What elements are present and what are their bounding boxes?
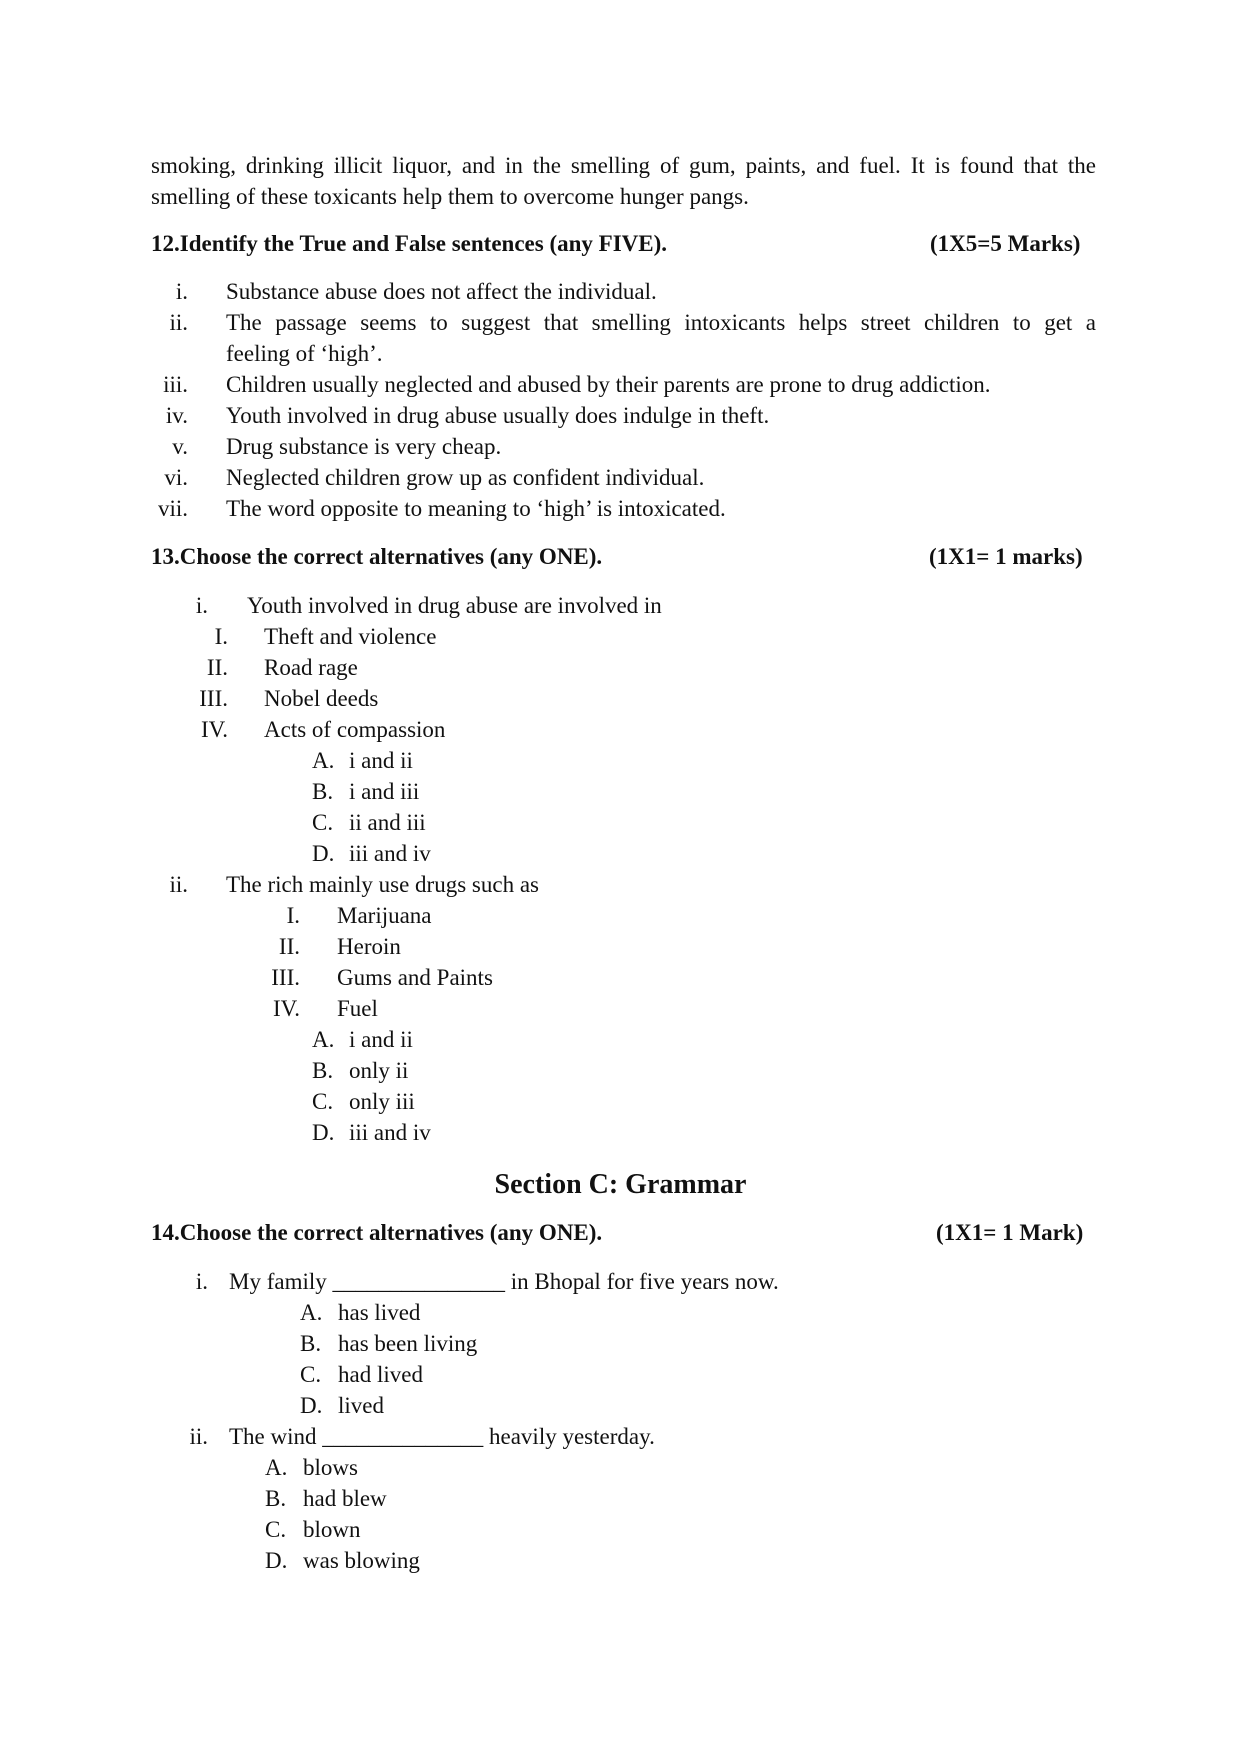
q13-question-text: Youth involved in drug abuse are involved in bbox=[247, 593, 662, 618]
q13-subitem-text: Fuel bbox=[337, 996, 378, 1021]
q14-option-letter: A. bbox=[300, 1300, 323, 1325]
q14-option-text: blows bbox=[303, 1455, 358, 1480]
q13-option-text: ii and iii bbox=[349, 810, 426, 835]
q14-option-text: was blowing bbox=[303, 1548, 420, 1573]
q13-subitem-num: III. bbox=[199, 686, 228, 711]
q12-item-text-cont: feeling of ‘high’. bbox=[226, 341, 383, 366]
q14-option-letter: C. bbox=[265, 1517, 287, 1542]
q13-marks: (1X1= 1 marks) bbox=[929, 544, 1083, 569]
q13-option-text: only iii bbox=[349, 1089, 415, 1114]
q13-subitem-num: III. bbox=[271, 965, 300, 990]
intro-line-1: smoking, drinking illicit liquor, and in the smelling of gum, paints, and fuel. It is found that the bbox=[151, 153, 1096, 178]
q13-subitem-num: I. bbox=[286, 903, 300, 928]
q13-option-letter: B. bbox=[312, 1058, 334, 1083]
q12-item-num: vi. bbox=[164, 465, 188, 490]
q13-option-letter: B. bbox=[312, 779, 334, 804]
q13-option-letter: D. bbox=[312, 1120, 335, 1145]
q12-item-num: iv. bbox=[165, 403, 188, 428]
q13-option-letter: C. bbox=[312, 810, 334, 835]
q13-subitem-num: II. bbox=[278, 934, 300, 959]
q13-option-letter: A. bbox=[312, 748, 335, 773]
q13-subitem-num: IV. bbox=[272, 996, 300, 1021]
q13-title: 13.Choose the correct alternatives (any ONE). bbox=[151, 544, 603, 569]
q13-subitem-text: Marijuana bbox=[337, 903, 432, 928]
q13-option-text: i and ii bbox=[349, 748, 413, 773]
q13-option-text: only ii bbox=[349, 1058, 409, 1083]
q13-subitem-text: Theft and violence bbox=[264, 624, 437, 649]
q14-question-text: My family _______________ in Bhopal for five years now. bbox=[229, 1269, 779, 1294]
q14-question-text: The wind ______________ heavily yesterday. bbox=[229, 1424, 655, 1449]
q14-option-text: has lived bbox=[338, 1300, 421, 1325]
q14-marks: (1X1= 1 Mark) bbox=[936, 1220, 1084, 1245]
q12-item-num: iii. bbox=[163, 372, 188, 397]
q13-option-letter: C. bbox=[312, 1089, 334, 1114]
q14-option-letter: A. bbox=[265, 1455, 288, 1480]
q13-option-text: i and ii bbox=[349, 1027, 413, 1052]
q13-option-text: i and iii bbox=[349, 779, 420, 804]
q14-question-num: ii. bbox=[189, 1424, 208, 1449]
intro-line-2: smelling of these toxicants help them to overcome hunger pangs. bbox=[151, 184, 749, 209]
section-heading: Section C: Grammar bbox=[494, 1169, 747, 1200]
q13-question-num: i. bbox=[195, 593, 208, 618]
q13-question-text: The rich mainly use drugs such as bbox=[226, 872, 539, 897]
q12-item-text: Children usually neglected and abused by their parents are prone to drug addiction. bbox=[226, 372, 991, 397]
q13-option-letter: D. bbox=[312, 841, 335, 866]
q13-subitem-text: Road rage bbox=[264, 655, 358, 680]
q13-question-num: ii. bbox=[169, 872, 188, 897]
q13-subitem-text: Gums and Paints bbox=[337, 965, 493, 990]
q13-subitem-text: Nobel deeds bbox=[264, 686, 379, 711]
q13-option-text: iii and iv bbox=[349, 841, 431, 866]
q12-item-num: vii. bbox=[157, 496, 188, 521]
q14-option-letter: D. bbox=[300, 1393, 323, 1418]
q13-subitem-text: Heroin bbox=[337, 934, 401, 959]
q14-option-text: had blew bbox=[303, 1486, 387, 1511]
q13-subitem-num: II. bbox=[206, 655, 228, 680]
q12-item-text: The word opposite to meaning to ‘high’ is intoxicated. bbox=[226, 496, 726, 521]
q12-item-num: ii. bbox=[169, 310, 188, 335]
q12-item-text: Neglected children grow up as confident individual. bbox=[226, 465, 705, 490]
q14-question-num: i. bbox=[195, 1269, 208, 1294]
q12-item-num: v. bbox=[172, 434, 188, 459]
q12-item-text: Substance abuse does not affect the individual. bbox=[226, 279, 657, 304]
q14-option-text: blown bbox=[303, 1517, 361, 1542]
q12-title: 12.Identify the True and False sentences (any FIVE). bbox=[151, 231, 668, 256]
q12-marks: (1X5=5 Marks) bbox=[930, 231, 1081, 256]
q13-option-text: iii and iv bbox=[349, 1120, 431, 1145]
q12-item-text: The passage seems to suggest that smelling intoxicants helps street children to get a bbox=[226, 310, 1096, 335]
q12-item-num: i. bbox=[175, 279, 188, 304]
q12-item-text: Drug substance is very cheap. bbox=[226, 434, 502, 459]
q13-subitem-num: I. bbox=[214, 624, 228, 649]
q14-option-letter: D. bbox=[265, 1548, 288, 1573]
q14-option-letter: B. bbox=[265, 1486, 287, 1511]
q12-item-text: Youth involved in drug abuse usually does indulge in theft. bbox=[226, 403, 770, 428]
q14-title: 14.Choose the correct alternatives (any ONE). bbox=[151, 1220, 603, 1245]
q14-option-text: has been living bbox=[338, 1331, 478, 1356]
q14-option-text: lived bbox=[338, 1393, 384, 1418]
q14-option-text: had lived bbox=[338, 1362, 423, 1387]
q14-option-letter: B. bbox=[300, 1331, 322, 1356]
q14-option-letter: C. bbox=[300, 1362, 322, 1387]
q13-subitem-num: IV. bbox=[200, 717, 228, 742]
q13-option-letter: A. bbox=[312, 1027, 335, 1052]
q13-subitem-text: Acts of compassion bbox=[264, 717, 446, 742]
